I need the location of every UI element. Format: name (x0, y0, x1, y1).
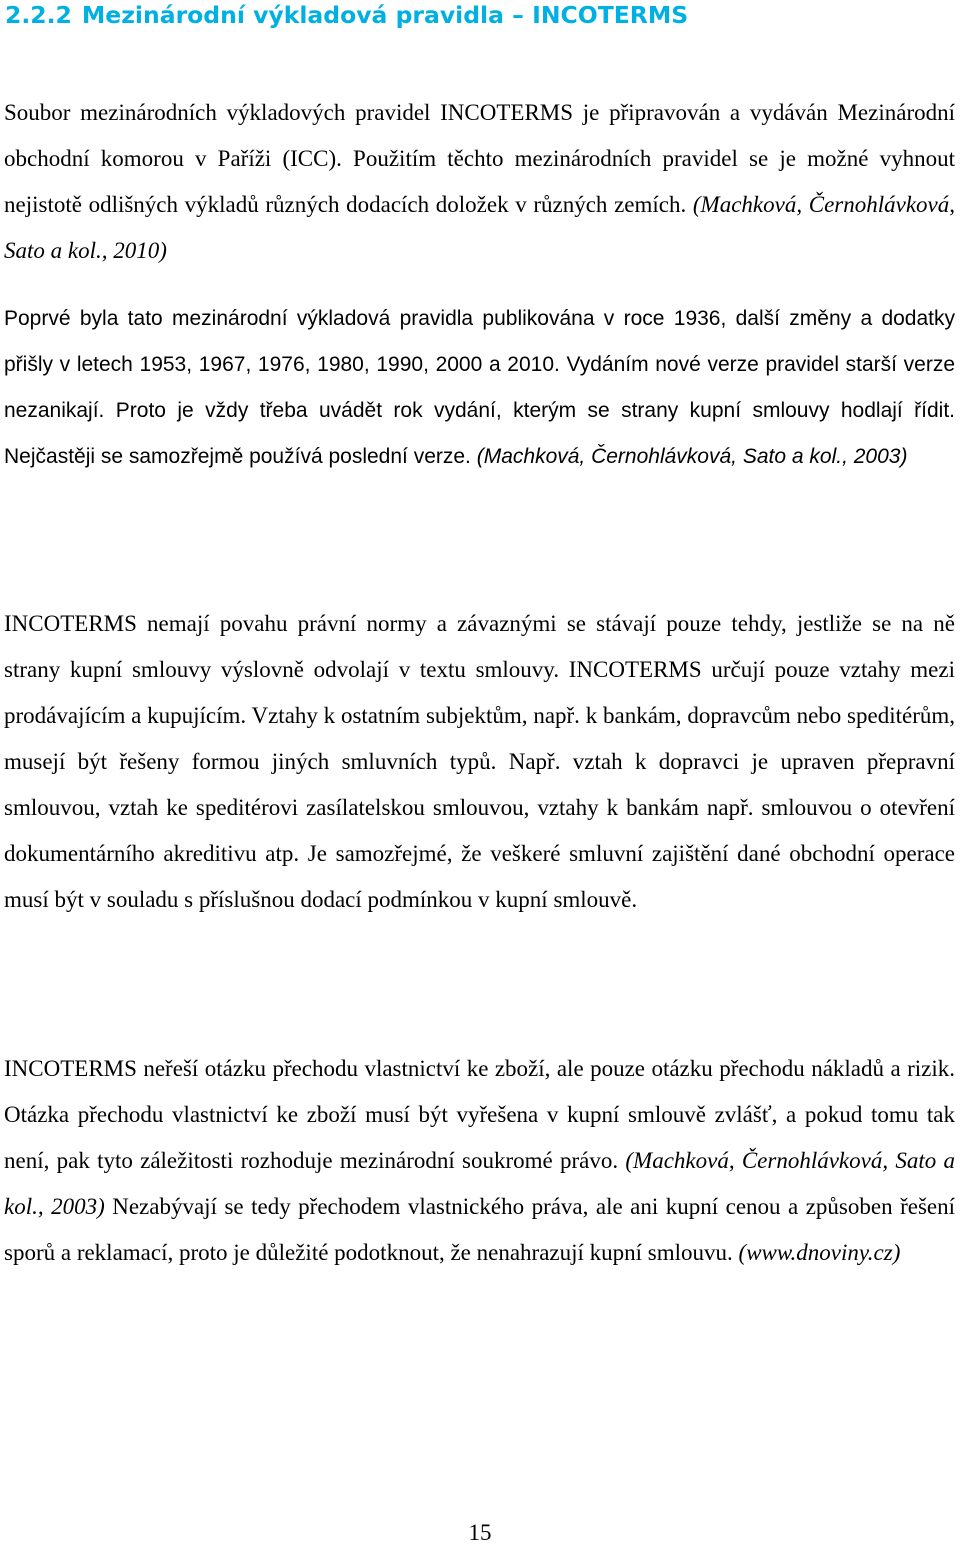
paragraph-history (4, 296, 955, 480)
paragraph-text: Poprvé byla tato mezinárodní výkladová pravidla publikována v roce 1936, další změny a dodatky přišly v letech 1953, 1967, 1976, 1980, 1990, 2000 a 2010. Vydáním nové verze pravidel starší verze nezanikají. Proto je vždy třeba uvádět rok vydání, kterým se strany kupní smlouvy hodlají řídit. Nejčastěji se samozřejmě používá poslední verze. (4, 307, 955, 468)
paragraph-legal-nature (4, 601, 955, 923)
citation: (Machková, Černohlávková, Sato a kol., 2010) (4, 192, 955, 263)
page-number: 15 (468, 1520, 492, 1545)
paragraph-ownership (4, 1046, 955, 1276)
citation: (Machková, Černohlávková, Sato a kol., 2003) (4, 1148, 955, 1219)
source-citation: (www.dnoviny.cz) (738, 1240, 901, 1265)
section-number: 2.2.2 (5, 1, 72, 29)
citation: (Machková, Černohlávková, Sato a kol., 2003) (476, 445, 908, 468)
paragraph-text: INCOTERMS neřeší otázku přechodu vlastnictví ke zboží, ale pouze otázku přechodu nákladů a rizik. Otázka přechodu vlastnictví ke zboží musí být vyřešena v kupní smlouvě zvlášť, a pokud tomu tak není, pak tyto záležitosti rozhoduje mezinárodní soukromé právo. (4, 1056, 955, 1173)
paragraph-text-continued: Nezabývají se tedy přechodem vlastnického práva, ale ani kupní cenou a způsoben řešení sporů a reklamací, proto je důležité podotknout, že nenahrazují kupní smlouvu. (4, 1194, 955, 1265)
paragraph-text: INCOTERMS nemají povahu právní normy a závaznými se stávají pouze tehdy, jestliže se na ně strany kupní smlouvy výslovně odvolají v textu smlouvy. INCOTERMS určují pouze vztahy mezi prodávajícím a kupujícím. Vztahy k ostatním subjektům, např. k bankám, dopravcům nebo speditérům, musejí být řešeny formou jiných smluvních typů. Např. vztah k dopravci je upraven přepravní smlouvou, vztah ke speditérovi zasílatelskou smlouvou, vztahy k bankám např. smlouvou o otevření dokumentárního akreditivu atp. Je samozřejmé, že veškeré smluvní zajištění dané obchodní operace musí být v souladu s příslušnou dodací podmínkou v kupní smlouvě. (4, 611, 955, 912)
paragraph-text: Soubor mezinárodních výkladových pravidel INCOTERMS je připravován a vydáván Mezinárodní obchodní komorou v Paříži (ICC). Použitím těchto mezinárodních pravidel se je možné vyhnout nejistotě odlišných výkladů různých dodacích doložek v různých zemích. (4, 100, 955, 217)
section-title: Mezinárodní výkladová pravidla – INCOTERMS (81, 1, 689, 29)
section-heading (5, 0, 688, 30)
paragraph-incoterms-intro (4, 90, 955, 274)
